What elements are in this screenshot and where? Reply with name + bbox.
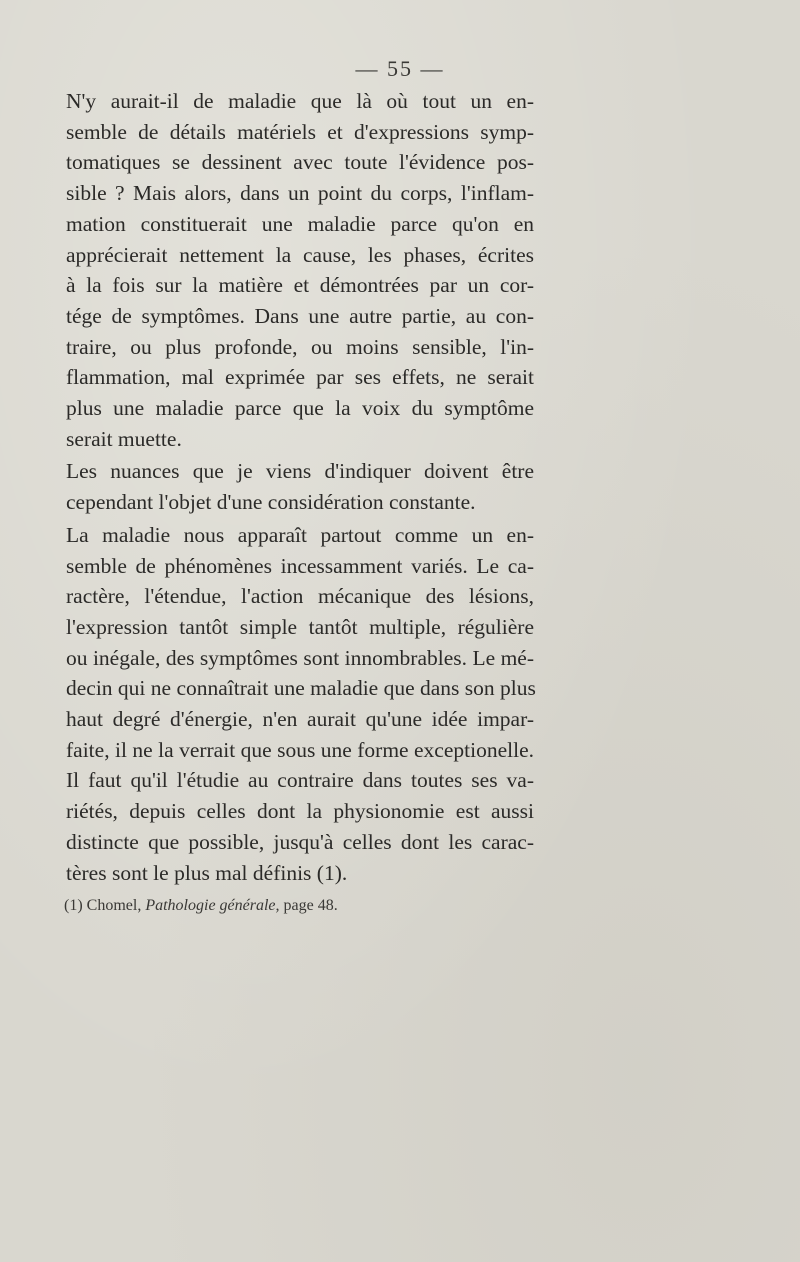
text-line: sible ? Mais alors, dans un point du corps, l'inflam- bbox=[66, 181, 534, 206]
text-line: semble de détails matériels et d'expressions symp- bbox=[66, 119, 534, 144]
text-line: serait muette. bbox=[66, 426, 182, 451]
footnote-author: Chomel, bbox=[86, 897, 142, 914]
footnote-title: Pathologie générale, bbox=[145, 897, 280, 914]
text-line: plus une maladie parce que la voix du symptôme bbox=[66, 396, 534, 421]
text-line: flammation, mal exprimée par ses effets, ne serait bbox=[66, 365, 534, 390]
text-line: traire, ou plus profonde, ou moins sensible, l'in- bbox=[66, 334, 534, 359]
footnote-marker: (1) bbox=[64, 897, 83, 914]
text-line: faite, il ne la verrait que sous une forme exceptionelle. bbox=[66, 737, 534, 762]
text-line: ractère, l'étendue, l'action mécanique des lésions, bbox=[66, 584, 534, 609]
body-text bbox=[46, 86, 534, 888]
text-line: apprécierait nettement la cause, les phases, écrites bbox=[66, 242, 534, 267]
paragraph-1 bbox=[46, 86, 534, 454]
text-line: riétés, depuis celles dont la physionomie est aussi bbox=[66, 799, 534, 824]
text-line: haut degré d'énergie, n'en aurait qu'une idée impar- bbox=[66, 707, 534, 732]
text-line: N'y aurait-il de maladie que là où tout un en- bbox=[66, 89, 534, 113]
text-line: cependant l'objet d'une considération constante. bbox=[66, 490, 476, 515]
footnote-page-ref: page 48. bbox=[283, 897, 338, 914]
text-line: semble de phénomènes incessamment variés. Le ca- bbox=[66, 553, 534, 578]
text-line: à la fois sur la matière et démontrées par un cor- bbox=[66, 273, 534, 298]
text-line: Les nuances que je viens d'indiquer doivent être bbox=[66, 459, 534, 484]
text-line: decin qui ne connaîtrait une maladie que dans son plus bbox=[66, 676, 536, 701]
text-line: tége de symptômes. Dans une autre partie, au con- bbox=[66, 303, 534, 328]
text-line: La maladie nous apparaît partout comme un en- bbox=[66, 522, 534, 547]
paragraph-2 bbox=[46, 456, 534, 517]
text-line: l'expression tantôt simple tantôt multiple, régulière bbox=[66, 614, 534, 639]
text-line: tomatiques se dessinent avec toute l'évidence pos- bbox=[66, 150, 534, 175]
page-number: — 55 — bbox=[355, 56, 445, 81]
text-line: distincte que possible, jusqu'à celles dont les carac- bbox=[66, 829, 534, 854]
text-line: ou inégale, des symptômes sont innombrables. Le mé- bbox=[66, 645, 534, 670]
paragraph-3 bbox=[46, 520, 534, 888]
text-line: tères sont le plus mal définis (1). bbox=[66, 860, 348, 885]
footnote bbox=[64, 897, 338, 915]
text-line: Il faut qu'il l'étudie au contraire dans toutes ses va- bbox=[66, 768, 534, 793]
text-line: mation constituerait une maladie parce qu'on en bbox=[66, 211, 534, 236]
